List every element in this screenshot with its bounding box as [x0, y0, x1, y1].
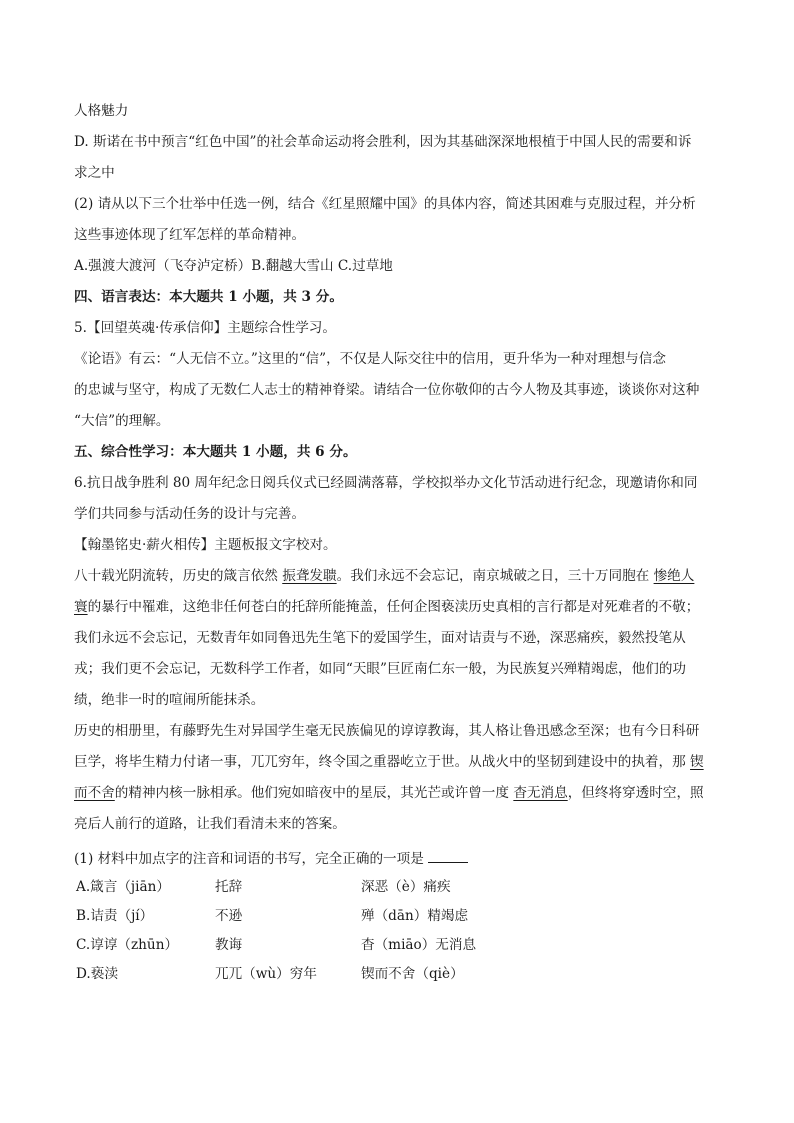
choices-line: A.强渡大渡河（飞夺泸定桥）B.翻越大雪山 C.过草地 [74, 258, 393, 274]
passage-line [74, 597, 699, 617]
option-d-text: D. 斯诺在书中预言“红色中国”的社会革命运动将会胜利，因为其基础深深地根植于中国人民的需要和诉 [74, 134, 692, 150]
text-line: 学们共同参与活动任务的设计与完善。 [74, 506, 306, 522]
passage-text: 巨学，将毕生精力付诸一事，兀兀穷年，终令国之重器屹立于世。从战火中的坚韧到建设中的执着，那 [74, 754, 691, 770]
option-d-col2: 兀兀（wù）穷年 [215, 966, 317, 982]
passage-line [74, 566, 694, 586]
option-d-col1: D.亵渎 [76, 966, 118, 982]
passage-text: ，但终将穿透时空，照 [567, 785, 704, 801]
section-heading: 四、语言表达：本大题共 1 小题，共 3 分。 [74, 289, 343, 305]
option-b-col3: 殚（dān）精竭虑 [361, 908, 469, 924]
passage-text: 。我们永远不会忘记，南京城破之日，三十万同胞在 [336, 568, 654, 584]
text-line: “大信”的理解。 [74, 413, 170, 429]
underlined-phrase: 寰 [74, 599, 88, 615]
text-line: 求之中 [74, 165, 115, 181]
passage-line: 亮后人前行的道路，让我们看清未来的答案。 [74, 816, 346, 832]
question-1-text: (1) 材料中加点字的注音和词语的书写，完全正确的一项是 [74, 851, 424, 867]
passage-line: 戎；我们更不会忘记，无数科学工作者，如同“天眼”巨匠南仁东一般，为民族复兴殚精竭虑，他们的功 [74, 661, 687, 677]
text-line: 人格魅力 [74, 103, 129, 119]
text-line: 这些事迹体现了红军怎样的革命精神。 [74, 227, 306, 243]
underlined-phrase: 而不舍 [74, 785, 115, 801]
option-d-col3: 锲而不舍（qiè） [361, 966, 464, 982]
option-c-col3: 杳（miāo）无消息 [361, 937, 477, 953]
underlined-phrase: 锲 [690, 754, 704, 770]
option-a-col2: 托辞 [215, 879, 243, 895]
question-6-text: 6.抗日战争胜利 80 周年纪念日阅兵仪式已经圆满落幕，学校拟举办文化节活动进行纪念，现邀请你和同 [74, 475, 698, 491]
option-b-col1: B.诘责（jí） [76, 908, 154, 924]
underlined-phrase: 振聋发聩 [282, 568, 337, 584]
text-line: 的忠诚与坚守，构成了无数仁人志士的精神脊梁。请结合一位你敬仰的古今人物及其事迹，谈谈你对这种 [74, 382, 700, 398]
task-title: 【翰墨铭史·薪火相传】主题板报文字校对。 [74, 537, 337, 553]
passage-line [74, 783, 704, 803]
question-1-line [74, 848, 468, 869]
question-5-title: 5.【回望英魂·传承信仰】主题综合性学习。 [74, 320, 336, 336]
answer-blank[interactable] [428, 848, 468, 863]
passage-text: 的暴行中罹难，这绝非任何苍白的托辞所能掩盖，任何企图亵渎历史真相的言行都是对死难者的不敬； [87, 599, 700, 615]
option-a-col1: A.箴言（jiān） [76, 879, 170, 895]
question-2-text: (2) 请从以下三个壮举中任选一例，结合《红星照耀中国》的具体内容，简述其困难与克服过程，并分析 [74, 196, 696, 212]
passage-text: 的精神内核一脉相承。他们宛如暗夜中的星辰，其光芒或许曾一度 [114, 785, 514, 801]
option-b-col2: 不逊 [215, 908, 243, 924]
passage-line: 历史的相册里，有藤野先生对异国学生毫无民族偏见的谆谆教诲，其人格让鲁迅感念至深；也有今日科研 [74, 723, 700, 739]
option-c-col1: C.谆谆（zhūn） [76, 937, 179, 953]
underlined-phrase: 杳无消息 [513, 785, 568, 801]
passage-text: 八十载光阴流转，历史的箴言依然 [74, 568, 283, 584]
passage-line: 绩，绝非一时的喧闹所能抹杀。 [74, 692, 265, 708]
passage-line: 我们永远不会忘记，无数青年如同鲁迅先生笔下的爱国学生，面对诘责与不逊，深恶痛疾，毅然投笔从 [74, 630, 686, 646]
underlined-phrase: 惨绝人 [653, 568, 695, 584]
passage-line [74, 752, 704, 772]
option-c-col2: 教诲 [215, 937, 243, 953]
text-line: 《论语》有云：“人无信不立。”这里的“信”，不仅是人际交往中的信用，更升华为一种对理想与信念 [74, 351, 666, 367]
option-a-col3: 深恶（è）痛疾 [361, 879, 451, 895]
section-heading: 五、综合性学习：本大题共 1 小题，共 6 分。 [74, 444, 357, 460]
